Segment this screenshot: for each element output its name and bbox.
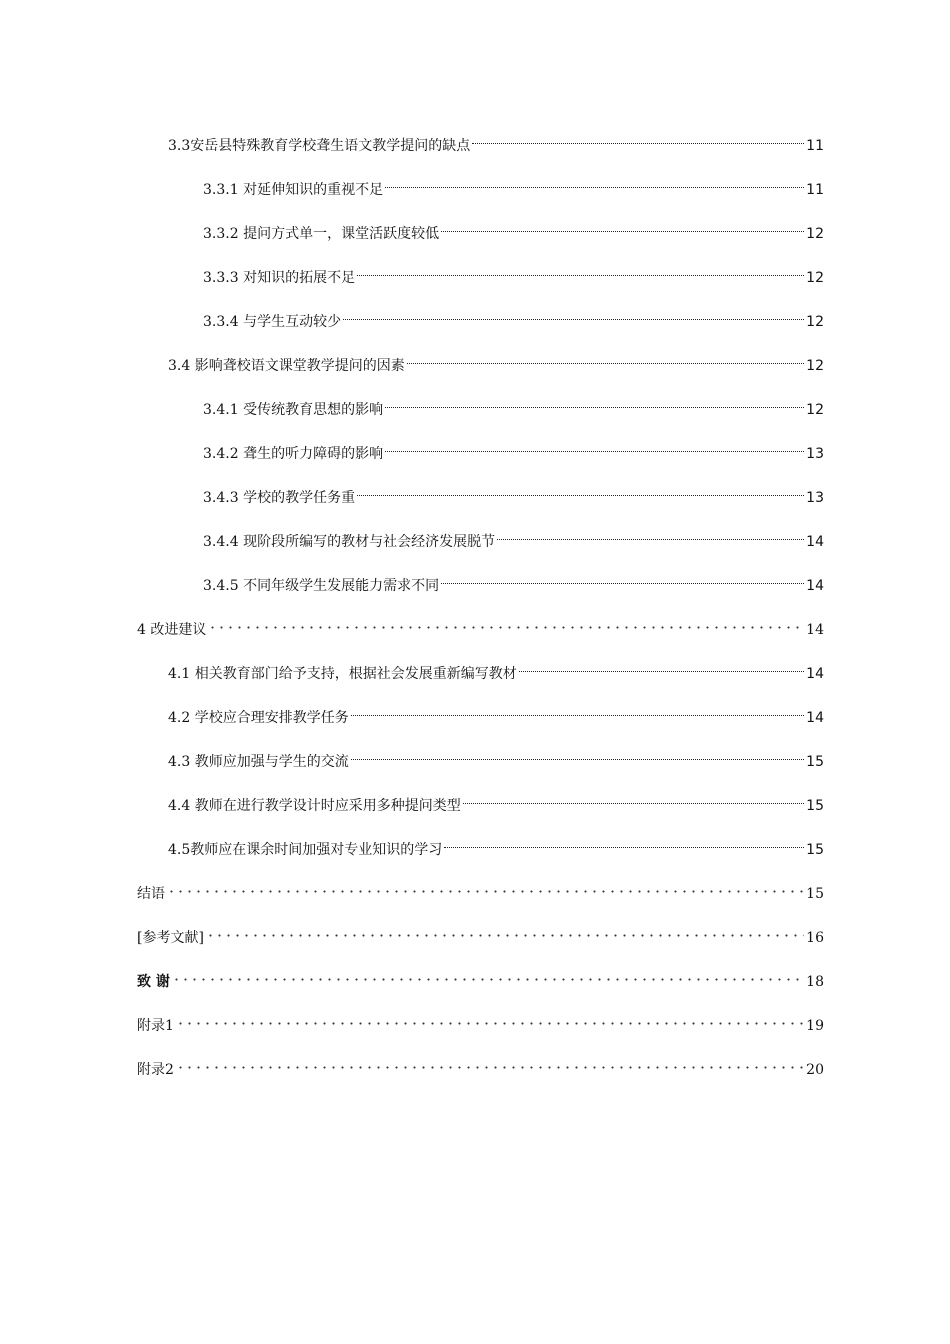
toc-entry[interactable] [203, 566, 824, 594]
toc-leader-dots [357, 258, 804, 282]
toc-leader-dots [472, 126, 804, 150]
toc-entry-page: 15 [806, 886, 824, 902]
toc-entry-title: 4.1 相关教育部门给予支持，根据社会发展重新编写教材 [168, 666, 517, 682]
toc-entry[interactable] [137, 918, 824, 946]
toc-leader-dots [444, 830, 804, 854]
toc-entry-title: 3.4.3 学校的教学任务重 [203, 490, 356, 506]
toc-entry[interactable] [168, 698, 824, 726]
toc-entry-page: 16 [806, 930, 824, 946]
toc-entry-page: 11 [806, 182, 824, 198]
toc-entry-title: 3.3.4 与学生互动较少 [203, 314, 342, 330]
toc-entry-title: 3.3.1 对延伸知识的重视不足 [203, 182, 384, 198]
toc-leader-dots [441, 214, 804, 238]
toc-entry[interactable] [137, 1006, 824, 1034]
toc-entry-title: 3.4.5 不同年级学生发展能力需求不同 [203, 578, 440, 594]
toc-leader-dots [176, 1006, 804, 1030]
toc-entry-title: 附录2 [137, 1062, 174, 1078]
toc-entry-page: 14 [806, 666, 824, 682]
toc-entry-title: 3.4 影响聋校语文课堂教学提问的因素 [168, 358, 405, 374]
toc-entry-page: 18 [806, 974, 824, 990]
toc-entry-title: 3.3安岳县特殊教育学校聋生语文教学提问的缺点 [168, 138, 471, 154]
toc-leader-dots [343, 302, 804, 326]
toc-leader-dots [385, 390, 804, 414]
toc-leader-dots [385, 434, 804, 458]
toc-leader-dots [441, 566, 804, 590]
toc-leader-dots [357, 478, 804, 502]
toc-entry-title: 4.2 学校应合理安排教学任务 [168, 710, 349, 726]
toc-entry-page: 15 [806, 754, 824, 770]
toc-entry-page: 11 [806, 138, 824, 154]
toc-leader-dots [351, 742, 804, 766]
toc-entry[interactable] [168, 742, 824, 770]
toc-entry[interactable] [203, 390, 824, 418]
toc-entry-page: 12 [806, 402, 824, 418]
toc-leader-dots [519, 654, 804, 678]
toc-leader-dots [167, 874, 804, 898]
toc-entry-page: 15 [806, 798, 824, 814]
toc-leader-dots [172, 962, 804, 986]
toc-entry-title: 4.4 教师在进行教学设计时应采用多种提问类型 [168, 798, 461, 814]
toc-entry-page: 20 [806, 1062, 824, 1078]
toc-entry-page: 14 [806, 622, 824, 638]
toc-entry[interactable] [137, 962, 824, 990]
toc-entry-page: 12 [806, 226, 824, 242]
toc-entry-title: 4.3 教师应加强与学生的交流 [168, 754, 349, 770]
toc-entry-title: 3.4.4 现阶段所编写的教材与社会经济发展脱节 [203, 534, 496, 550]
toc-entry-page: 19 [806, 1018, 824, 1034]
toc-entry[interactable] [137, 1050, 824, 1078]
toc-entry-page: 13 [806, 490, 824, 506]
toc-leader-dots [407, 346, 804, 370]
toc-entry-title: 3.3.3 对知识的拓展不足 [203, 270, 356, 286]
toc-entry[interactable] [203, 214, 824, 242]
toc-entry-page: 12 [806, 358, 824, 374]
toc-entry[interactable] [203, 434, 824, 462]
toc-entry-title: 附录1 [137, 1018, 174, 1034]
toc-entry[interactable] [203, 478, 824, 506]
toc-entry[interactable] [168, 654, 824, 682]
toc-entry[interactable] [137, 874, 824, 902]
toc-entry-page: 15 [806, 842, 824, 858]
toc-entry[interactable] [203, 302, 824, 330]
toc-leader-dots [463, 786, 804, 810]
toc-entry-page: 14 [806, 578, 824, 594]
toc-leader-dots [351, 698, 804, 722]
toc-entry[interactable] [203, 522, 824, 550]
toc-entry[interactable] [203, 258, 824, 286]
toc-entry-title: 4 改进建议 [137, 622, 207, 638]
toc-entry-page: 13 [806, 446, 824, 462]
toc-entry[interactable] [168, 346, 824, 374]
toc-leader-dots [176, 1050, 804, 1074]
toc-leader-dots [497, 522, 804, 546]
toc-entry[interactable] [168, 786, 824, 814]
toc-entry-page: 12 [806, 314, 824, 330]
toc-entry-title: 4.5教师应在课余时间加强对专业知识的学习 [168, 842, 443, 858]
toc-entry[interactable] [168, 126, 824, 154]
toc-entry-page: 14 [806, 534, 824, 550]
toc-entry-title: 3.3.2 提问方式单一，课堂活跃度较低 [203, 226, 440, 242]
toc-entry-title: 3.4.1 受传统教育思想的影响 [203, 402, 384, 418]
toc-entry[interactable] [203, 170, 824, 198]
toc-entry[interactable] [137, 610, 824, 638]
toc-entry-page: 14 [806, 710, 824, 726]
toc-leader-dots [208, 610, 804, 634]
toc-leader-dots [385, 170, 804, 194]
toc-entry-title: 结语 [137, 886, 165, 902]
toc-entry-title: 致 谢 [137, 974, 170, 990]
toc-leader-dots [206, 918, 804, 942]
toc-entry[interactable] [168, 830, 824, 858]
toc-entry-page: 12 [806, 270, 824, 286]
toc-entry-title: 3.4.2 聋生的听力障碍的影响 [203, 446, 384, 462]
toc-entry-title: [参考文献] [137, 930, 204, 946]
